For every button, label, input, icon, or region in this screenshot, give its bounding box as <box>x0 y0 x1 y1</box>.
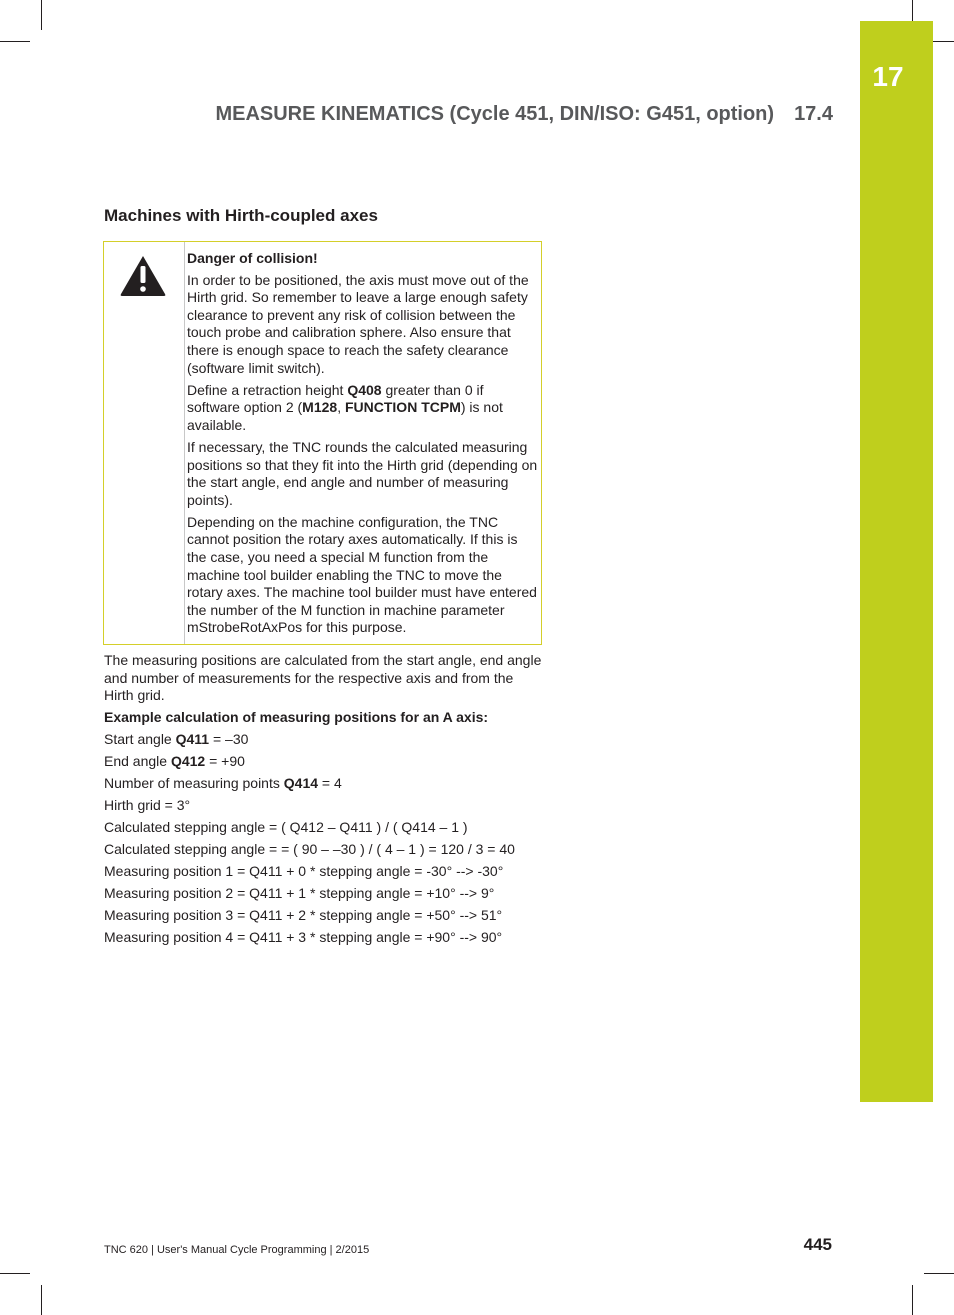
chapter-tab <box>860 21 933 1102</box>
calc-line: Measuring position 3 = Q411 + 2 * stepping angle = +50° --> 51° <box>104 907 503 924</box>
header-title: MEASURE KINEMATICS (Cycle 451, DIN/ISO: G451, option) <box>215 103 775 125</box>
crop-mark <box>924 1273 954 1274</box>
calc-line: Hirth grid = 3° <box>104 797 191 814</box>
page-number: 445 <box>803 1235 832 1254</box>
note-divider <box>184 242 185 644</box>
text-run: ) is not available. <box>187 399 503 433</box>
text-run: Define a retraction height <box>187 381 348 398</box>
crop-mark <box>41 0 42 30</box>
param-q411: Q411 <box>175 731 210 748</box>
calc-line <box>104 775 544 793</box>
param-q414: Q414 <box>283 775 319 792</box>
crop-mark <box>0 1273 30 1274</box>
crop-mark <box>41 1285 42 1315</box>
text-run: greater than 0 if software option 2 ( <box>187 381 484 416</box>
calc-line: Calculated stepping angle = ( Q412 – Q411 ) / ( Q414 – 1 ) <box>104 819 468 836</box>
running-header <box>100 103 833 126</box>
footer-text: TNC 620 | User's Manual Cycle Programming | 2/2015 <box>104 1244 370 1256</box>
text-run: = +90 <box>205 753 245 770</box>
body-text <box>104 652 544 951</box>
warning-paragraph <box>187 382 539 435</box>
warning-title: Danger of collision! <box>187 250 318 266</box>
code-function-tcpm: FUNCTION TCPM <box>344 399 461 416</box>
intro-paragraph: The measuring positions are calculated from the start angle, end angle and number of measurements for the respective axis and from the Hirth grid. <box>104 652 542 704</box>
calc-line: Measuring position 4 = Q411 + 3 * stepping angle = +90° --> 90° <box>104 929 503 946</box>
crop-mark <box>0 41 30 42</box>
calc-line <box>104 731 544 749</box>
section-heading: Machines with Hirth-coupled axes <box>104 206 378 225</box>
warning-text <box>187 250 539 641</box>
param-q412: Q412 <box>170 753 206 770</box>
warning-paragraph: If necessary, the TNC rounds the calculated measuring positions so that they fit into the Hirth grid (depending on the start angle, end angle and number of measuring points). <box>187 438 538 508</box>
calc-line: Measuring position 2 = Q411 + 1 * stepping angle = +10° --> 9° <box>104 885 495 902</box>
text-run: Start angle <box>104 731 176 748</box>
param-q408: Q408 <box>347 381 382 398</box>
chapter-number: 17 <box>872 61 904 92</box>
calc-line: Calculated stepping angle = = ( 90 – –30 ) / ( 4 – 1 ) = 120 / 3 = 40 <box>104 841 515 858</box>
crop-mark <box>912 1285 913 1315</box>
text-run: Number of measuring points <box>104 775 284 792</box>
text-run: , <box>337 399 345 416</box>
warning-paragraph: Depending on the machine configuration, the TNC cannot position the rotary axes automatically. If this is the case, you need a special M function from the machine tool builder enabling the TNC to move the rotary axes. The machine tool builder must have entered the number of the M function in machine parameter mStrobeRotAxPos for this purpose. <box>187 513 537 636</box>
text-run: = –30 <box>209 731 249 748</box>
warning-note <box>103 241 542 645</box>
warning-paragraph: In order to be positioned, the axis must move out of the Hirth grid. So remember to leave a large enough safety clearance to prevent any risk of collision between the touch probe and calibration sphere. Also ensure that there is enough space to reach the safety clearance (software limit switch). <box>187 271 529 376</box>
calc-line: Measuring position 1 = Q411 + 0 * stepping angle = -30° --> -30° <box>104 863 504 880</box>
example-heading: Example calculation of measuring positions for an A axis: <box>104 709 489 726</box>
warning-triangle-icon <box>119 254 167 298</box>
code-m128: M128 <box>302 399 338 416</box>
text-run: = 4 <box>318 775 342 792</box>
text-run: End angle <box>104 753 171 770</box>
header-section-number: 17.4 <box>794 103 833 125</box>
calc-line <box>104 753 544 771</box>
